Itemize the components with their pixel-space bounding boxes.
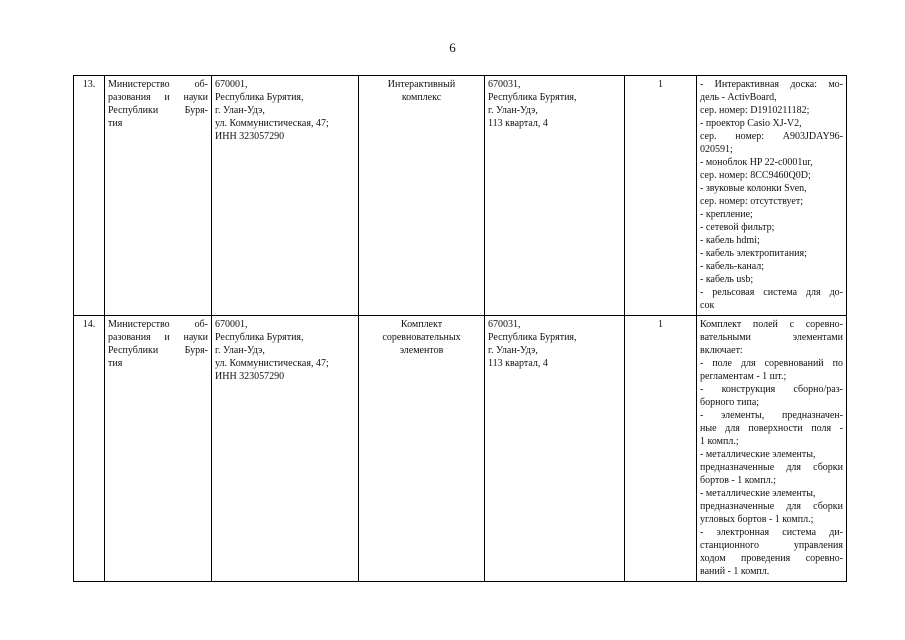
description-cell [697, 76, 847, 316]
description-cell-line: сер. номер: 8CC9460Q0D; [700, 170, 811, 181]
address-cell [212, 76, 359, 316]
description-cell-line: сок [700, 300, 715, 311]
description-cell-line: сер. номер: A903JDAY96- [700, 131, 843, 142]
location-cell [485, 76, 625, 316]
description-cell-line: ваний - 1 компл. [700, 566, 770, 577]
location-cell-line: Республика Бурятия, [488, 92, 577, 103]
item-name-cell-line: элементов [399, 345, 444, 356]
item-name-cell-line: соревновательных [382, 332, 461, 343]
quantity-cell: 1 [625, 76, 697, 316]
description-cell-line: станционного управления [700, 540, 843, 551]
location-cell-line: 670031, [488, 319, 521, 330]
page-number: 6 [449, 40, 456, 55]
location-cell-line: г. Улан-Удэ, [488, 345, 538, 356]
location-cell-line: г. Улан-Удэ, [488, 105, 538, 116]
description-cell-line: - металлические элементы, [700, 449, 816, 460]
item-name-cell-line: Комплект [400, 319, 443, 330]
address-cell [212, 316, 359, 582]
address-cell-line: Республика Бурятия, [215, 92, 304, 103]
description-cell-line: бортов - 1 компл.; [700, 475, 776, 486]
description-cell-line: 020591; [700, 144, 733, 155]
address-cell-line: г. Улан-Удэ, [215, 345, 265, 356]
description-cell-line: - звуковые колонки Sven, [700, 183, 807, 194]
address-cell-line: ИНН 323057290 [215, 371, 285, 382]
item-name-cell-line: Интерактивный [387, 79, 456, 90]
description-cell-line: - конструкция сборно/раз- [700, 384, 843, 395]
row-number: 14. [74, 316, 105, 582]
organization-cell-line: тия [108, 358, 123, 369]
description-cell-line: - поле для соревнований по [700, 358, 843, 369]
description-cell-line: - кабель электропитания; [700, 248, 807, 259]
description-cell-line: вательными элементами [700, 332, 843, 343]
description-cell-line: - проектор Casio XJ-V2, [700, 118, 802, 129]
organization-cell-line: разования и науки [108, 92, 208, 103]
item-name-cell-line: комплекс [401, 92, 442, 103]
table-row [74, 76, 847, 316]
quantity-cell: 1 [625, 316, 697, 582]
description-cell-line: включает: [700, 345, 743, 356]
organization-cell [105, 76, 212, 316]
organization-cell-line: Министерство об- [108, 79, 208, 90]
description-cell-line: предназначенные для сборки [700, 462, 843, 473]
description-cell-line: - кабель-канал; [700, 261, 765, 272]
description-cell-line: - кабель hdmi; [700, 235, 760, 246]
location-cell-line: 113 квартал, 4 [488, 118, 548, 129]
description-cell-line: угловых бортов - 1 компл.; [700, 514, 814, 525]
location-cell-line: Республика Бурятия, [488, 332, 577, 343]
item-name-cell [359, 316, 485, 582]
location-cell-line: 113 квартал, 4 [488, 358, 548, 369]
description-cell-line: сер. номер: D1910211182; [700, 105, 810, 116]
description-cell-line: сер. номер: отсутствует; [700, 196, 804, 207]
location-cell [485, 316, 625, 582]
address-cell-line: 670001, [215, 79, 248, 90]
description-cell-line: - металлические элементы, [700, 488, 816, 499]
organization-cell-line: Республики Буря- [108, 105, 208, 116]
description-cell-line: дель - ActivBoard, [700, 92, 777, 103]
location-cell-line: 670031, [488, 79, 521, 90]
description-cell-line: Комплект полей с соревно- [700, 319, 843, 330]
organization-cell-line: разования и науки [108, 332, 208, 343]
description-cell-line: борного типа; [700, 397, 760, 408]
description-cell-line: регламентам - 1 шт.; [700, 371, 787, 382]
address-cell-line: ул. Коммунистическая, 47; [215, 118, 329, 129]
item-name-cell [359, 76, 485, 316]
description-cell-line: - сетевой фильтр; [700, 222, 775, 233]
organization-cell-line: тия [108, 118, 123, 129]
registry-table [73, 75, 847, 582]
description-cell-line: - моноблок HP 22-c0001ur, [700, 157, 813, 168]
row-number: 13. [74, 76, 105, 316]
organization-cell-line: Республики Буря- [108, 345, 208, 356]
description-cell-line: предназначенные для сборки [700, 501, 843, 512]
address-cell-line: ул. Коммунистическая, 47; [215, 358, 329, 369]
description-cell-line: ные для поверхности поля - [700, 423, 843, 434]
address-cell-line: 670001, [215, 319, 248, 330]
description-cell-line: - элементы, предназначен- [700, 410, 843, 421]
description-cell-line: 1 компл.; [700, 436, 739, 447]
description-cell-line: - электронная система ди- [700, 527, 843, 538]
description-cell-line: ходом проведения соревно- [700, 553, 843, 564]
description-cell [697, 316, 847, 582]
description-cell-line: - крепление; [700, 209, 753, 220]
table-row [74, 316, 847, 582]
address-cell-line: Республика Бурятия, [215, 332, 304, 343]
description-cell-line: - кабель usb; [700, 274, 754, 285]
description-cell-line: - рельсовая система для до- [700, 287, 843, 298]
organization-cell-line: Министерство об- [108, 319, 208, 330]
organization-cell [105, 316, 212, 582]
address-cell-line: ИНН 323057290 [215, 131, 285, 142]
description-cell-line: - Интерактивная доска: мо- [700, 79, 843, 90]
address-cell-line: г. Улан-Удэ, [215, 105, 265, 116]
